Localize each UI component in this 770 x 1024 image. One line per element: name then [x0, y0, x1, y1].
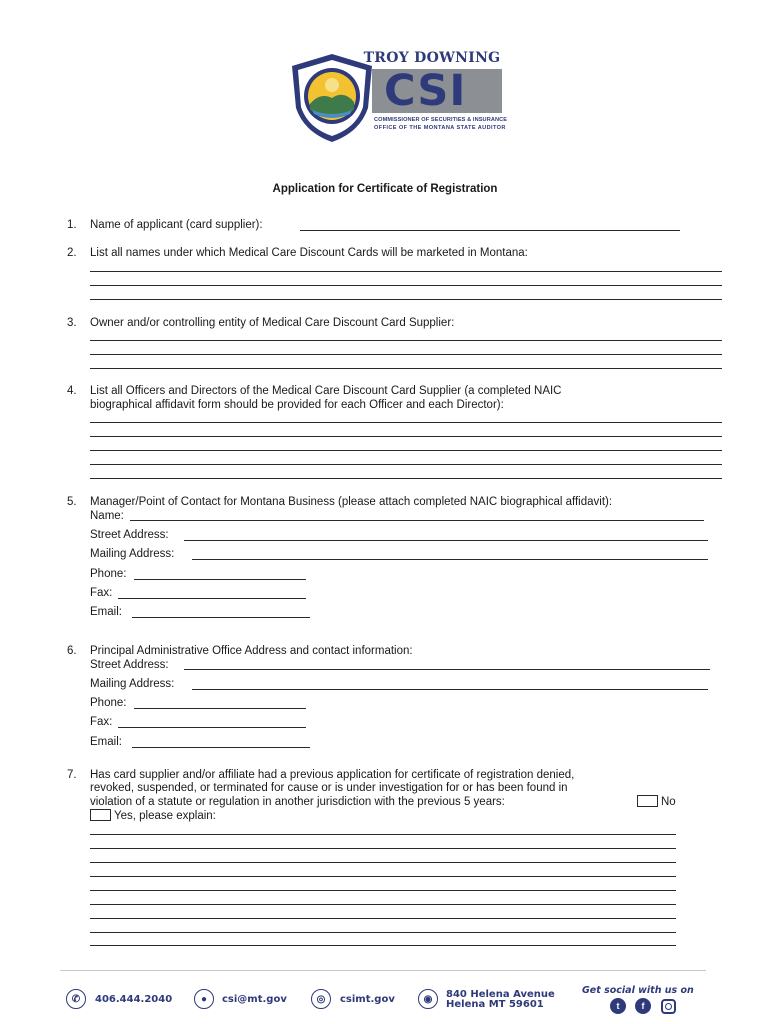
item-number: 5. — [67, 496, 77, 508]
csi-logo — [288, 50, 508, 146]
office-fax-field[interactable] — [118, 727, 306, 728]
officers-field-line[interactable] — [90, 478, 722, 479]
chat-icon: ● — [194, 989, 214, 1009]
location-pin-icon: ◉ — [418, 989, 438, 1009]
explanation-field-line[interactable] — [90, 904, 676, 905]
applicant-name-field[interactable] — [300, 230, 680, 231]
contact-fax-label: Fax: — [90, 587, 113, 599]
footer-address-line1: 840 Helena Avenue — [446, 989, 555, 1000]
contact-street-label: Street Address: — [90, 529, 169, 541]
question-4-label-line2: biographical affidavit form should be provided for each Officer and each Director): — [90, 399, 504, 411]
marketed-names-field-line[interactable] — [90, 299, 722, 300]
officers-field-line[interactable] — [90, 450, 722, 451]
contact-name-field[interactable] — [130, 520, 704, 521]
footer-address-line2: Helena MT 59601 — [446, 999, 544, 1010]
office-street-field[interactable] — [184, 669, 710, 670]
officers-field-line[interactable] — [90, 422, 722, 423]
owner-entity-field-line[interactable] — [90, 354, 722, 355]
explanation-field-line[interactable] — [90, 932, 676, 933]
logo-subtitle-2: OFFICE OF THE MONTANA STATE AUDITOR — [374, 125, 506, 131]
explanation-field-line[interactable] — [90, 945, 676, 946]
twitter-icon[interactable]: t — [610, 998, 626, 1014]
office-street-label: Street Address: — [90, 659, 169, 671]
contact-street-field[interactable] — [184, 540, 708, 541]
office-fax-label: Fax: — [90, 716, 113, 728]
explanation-field-line[interactable] — [90, 834, 676, 835]
contact-mailing-field[interactable] — [192, 559, 708, 560]
globe-icon: ◎ — [311, 989, 331, 1009]
office-mailing-field[interactable] — [192, 689, 708, 690]
question-7-label-line2: revoked, suspended, or terminated for cause or is under investigation for or has been found in — [90, 782, 568, 794]
explanation-field-line[interactable] — [90, 862, 676, 863]
question-4-label-line1: List all Officers and Directors of the Medical Care Discount Card Supplier (a completed NAIC — [90, 385, 562, 397]
office-phone-label: Phone: — [90, 697, 127, 709]
yes-checkbox[interactable] — [90, 809, 111, 821]
logo-acronym: CSI — [384, 66, 467, 116]
contact-email-label: Email: — [90, 606, 122, 618]
marketed-names-field-line[interactable] — [90, 285, 722, 286]
office-email-label: Email: — [90, 736, 122, 748]
explanation-field-line[interactable] — [90, 918, 676, 919]
officers-field-line[interactable] — [90, 464, 722, 465]
question-6-label: Principal Administrative Office Address and contact information: — [90, 645, 413, 657]
office-phone-field[interactable] — [134, 708, 306, 709]
item-number: 1. — [67, 219, 77, 231]
question-7-label-line1: Has card supplier and/or affiliate had a previous application for certificate of registration denied, — [90, 769, 575, 781]
marketed-names-field-line[interactable] — [90, 271, 722, 272]
item-number: 7. — [67, 769, 77, 781]
contact-email-field[interactable] — [132, 617, 310, 618]
owner-entity-field-line[interactable] — [90, 368, 722, 369]
instagram-icon[interactable] — [661, 999, 676, 1014]
item-number: 2. — [67, 247, 77, 259]
item-number: 6. — [67, 645, 77, 657]
contact-mailing-label: Mailing Address: — [90, 548, 175, 560]
footer-website[interactable]: csimt.gov — [340, 994, 395, 1005]
social-title: Get social with us on — [582, 985, 694, 996]
yes-label: Yes, please explain: — [114, 810, 216, 822]
contact-phone-field[interactable] — [134, 579, 306, 580]
facebook-icon[interactable]: f — [635, 998, 651, 1014]
question-1-label: Name of applicant (card supplier): — [90, 219, 263, 231]
question-2-label: List all names under which Medical Care Discount Cards will be marketed in Montana: — [90, 247, 528, 259]
explanation-field-line[interactable] — [90, 890, 676, 891]
question-5-label: Manager/Point of Contact for Montana Business (please attach completed NAIC biographical affidavit): — [90, 496, 613, 508]
logo-title: TROY DOWNING — [363, 50, 501, 66]
no-label: No — [661, 796, 676, 808]
document-title: Application for Certificate of Registration — [272, 183, 498, 195]
explanation-field-line[interactable] — [90, 848, 676, 849]
question-3-label: Owner and/or controlling entity of Medical Care Discount Card Supplier: — [90, 317, 455, 329]
item-number: 3. — [67, 317, 77, 329]
contact-name-label: Name: — [90, 510, 124, 522]
question-7-label-line3: violation of a statute or regulation in another jurisdiction with the previous 5 years: — [90, 796, 505, 808]
phone-icon: ✆ — [66, 989, 86, 1009]
office-email-field[interactable] — [132, 747, 310, 748]
footer-divider — [60, 970, 706, 971]
contact-phone-label: Phone: — [90, 568, 127, 580]
explanation-field-line[interactable] — [90, 876, 676, 877]
footer-phone[interactable]: 406.444.2040 — [95, 994, 173, 1005]
office-mailing-label: Mailing Address: — [90, 678, 175, 690]
item-number: 4. — [67, 385, 77, 397]
no-checkbox[interactable] — [637, 795, 658, 807]
contact-fax-field[interactable] — [118, 598, 306, 599]
footer-email[interactable]: csi@mt.gov — [222, 994, 287, 1005]
owner-entity-field-line[interactable] — [90, 340, 722, 341]
officers-field-line[interactable] — [90, 436, 722, 437]
logo-subtitle-1: COMMISSIONER OF SECURITIES & INSURANCE — [374, 117, 508, 123]
